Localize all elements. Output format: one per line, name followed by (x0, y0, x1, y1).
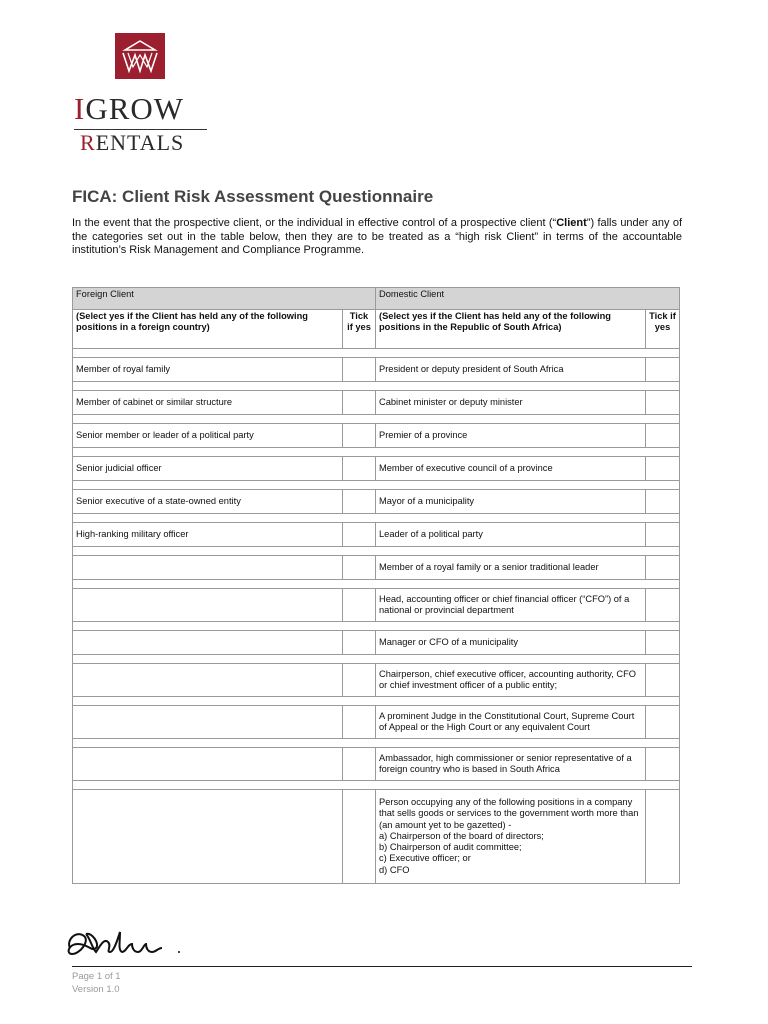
domestic-position: A prominent Judge in the Constitutional Court, Supreme Court of Appeal or the High Court or any equivalent Court (376, 706, 646, 739)
foreign-tick-cell[interactable] (343, 391, 376, 415)
table-subheader-row (73, 310, 680, 349)
domestic-position: Ambassador, high commissioner or senior representative of a foreign country who is based in South Africa (376, 748, 646, 781)
domestic-position: President or deputy president of South Africa (376, 358, 646, 382)
page-number: Page 1 of 1 (72, 971, 121, 982)
list-item: a) Chairperson of the board of directors; (379, 830, 544, 841)
domestic-tick-cell[interactable] (646, 664, 680, 697)
domestic-tick-cell[interactable] (646, 589, 680, 622)
domestic-tick-cell[interactable] (646, 424, 680, 448)
foreign-tick-cell[interactable] (343, 631, 376, 655)
domestic-position: Head, accounting officer or chief financial officer (“CFO”) of a national or provincial department (376, 589, 646, 622)
table-row (73, 706, 680, 739)
domestic-position: Chairperson, chief executive officer, accounting authority, CFO or chief investment officer of a public entity; (376, 664, 646, 697)
foreign-position: Member of cabinet or similar structure (73, 391, 343, 415)
foreign-position (73, 748, 343, 781)
foreign-position (73, 631, 343, 655)
domestic-tick-header: Tick if yes (646, 310, 680, 349)
foreign-position (73, 706, 343, 739)
domestic-tick-cell[interactable] (646, 457, 680, 481)
table-row (73, 790, 680, 884)
domestic-tick-cell[interactable] (646, 631, 680, 655)
foreign-tick-cell[interactable] (343, 523, 376, 547)
domestic-position: Leader of a political party (376, 523, 646, 547)
table-row (73, 556, 680, 580)
table-row (73, 391, 680, 415)
foreign-tick-cell[interactable] (343, 706, 376, 739)
foreign-instruction: (Select yes if the Client has held any of the following positions in a foreign country) (73, 310, 343, 349)
brand-name-line2: RENTALS (80, 130, 185, 155)
domestic-tick-cell[interactable] (646, 391, 680, 415)
table-row (73, 748, 680, 781)
table-row (73, 358, 680, 382)
foreign-position: High-ranking military officer (73, 523, 343, 547)
domestic-tick-cell[interactable] (646, 706, 680, 739)
foreign-tick-cell[interactable] (343, 664, 376, 697)
foreign-position (73, 664, 343, 697)
domestic-position: Member of a royal family or a senior traditional leader (376, 556, 646, 580)
brand-name-line1: IGROW (74, 91, 185, 126)
foreign-position: Senior judicial officer (73, 457, 343, 481)
table-row (73, 424, 680, 448)
domestic-tick-cell[interactable] (646, 748, 680, 781)
domestic-instruction: (Select yes if the Client has held any of the following positions in the Republic of South Africa) (376, 310, 646, 349)
domestic-tick-cell[interactable] (646, 790, 680, 884)
table-row (73, 523, 680, 547)
foreign-position: Senior executive of a state-owned entity (73, 490, 343, 514)
domestic-tick-cell[interactable] (646, 556, 680, 580)
list-item: b) Chairperson of audit committee; (379, 842, 522, 853)
foreign-tick-cell[interactable] (343, 790, 376, 884)
foreign-position: Member of royal family (73, 358, 343, 382)
foreign-tick-cell[interactable] (343, 490, 376, 514)
foreign-tick-cell[interactable] (343, 748, 376, 781)
domestic-client-header: Domestic Client (376, 288, 680, 310)
domestic-position: Cabinet minister or deputy minister (376, 391, 646, 415)
page-title: FICA: Client Risk Assessment Questionnaire (72, 187, 434, 206)
table-row (73, 589, 680, 622)
domestic-position: Manager or CFO of a municipality (376, 631, 646, 655)
foreign-tick-cell[interactable] (343, 457, 376, 481)
foreign-position (73, 589, 343, 622)
domestic-tick-cell[interactable] (646, 358, 680, 382)
foreign-tick-header: Tick if yes (343, 310, 376, 349)
table-row (73, 631, 680, 655)
foreign-tick-cell[interactable] (343, 556, 376, 580)
domestic-tick-cell[interactable] (646, 523, 680, 547)
domestic-position: Member of executive council of a province (376, 457, 646, 481)
domestic-position: Premier of a province (376, 424, 646, 448)
signature-icon (62, 918, 192, 968)
foreign-tick-cell[interactable] (343, 424, 376, 448)
risk-assessment-table (72, 287, 680, 884)
table-row (73, 664, 680, 697)
foreign-position: Senior member or leader of a political party (73, 424, 343, 448)
foreign-client-header: Foreign Client (73, 288, 376, 310)
foreign-tick-cell[interactable] (343, 358, 376, 382)
list-item: c) Executive officer; or (379, 853, 471, 864)
domestic-tick-cell[interactable] (646, 490, 680, 514)
table-row (73, 490, 680, 514)
foreign-position (73, 556, 343, 580)
house-logo-icon (115, 33, 165, 79)
table-header-row (73, 288, 680, 310)
document-version: Version 1.0 (72, 984, 120, 995)
domestic-position-intro: Person occupying any of the following positions in a company that sells goods or services to the government worth more than (an amount yet to be gazetted) - (379, 796, 639, 830)
domestic-position: Mayor of a municipality (376, 490, 646, 514)
table-row (73, 457, 680, 481)
intro-paragraph: In the event that the prospective client, or the individual in effective control of a prospective client (“Client”) falls under any of the categories set out in the table below, then they are to be treated as a “high risk Client” in terms of the accountable institution’s Risk Management and Compliance Programme. (72, 217, 682, 257)
foreign-position (73, 790, 343, 884)
domestic-position-multi (376, 790, 646, 884)
list-item: d) CFO (379, 864, 410, 875)
footer-divider (72, 966, 692, 967)
foreign-tick-cell[interactable] (343, 589, 376, 622)
